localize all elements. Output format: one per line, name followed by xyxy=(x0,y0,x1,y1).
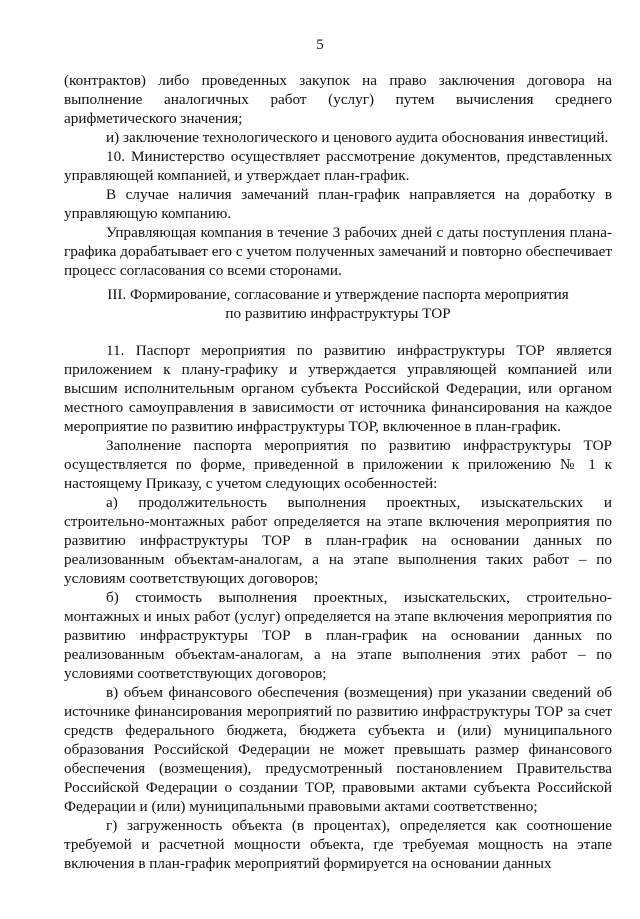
paragraph: В случае наличия замечаний план-график направляется на доработку в управляющую компанию. xyxy=(64,186,612,222)
paragraph: и) заключение технологического и ценового аудита обоснования инвестиций. xyxy=(106,129,609,146)
paragraph: (контрактов) либо проведенных закупок на право заключения договора на выполнение аналогичных работ (услуг) путем вычисления среднего арифметического значения; xyxy=(64,72,612,127)
section-heading xyxy=(64,285,612,323)
section-heading-line: III. Формирование, согласование и утверждение паспорта мероприятия xyxy=(107,286,569,303)
page-number: 5 xyxy=(316,37,324,53)
paragraph: 11. Паспорт мероприятия по развитию инфраструктуры ТОР является приложением к плану-графику и утверждается управляющей компанией или высшим исполнительным органом субъекта Российской Федерации, или органом местного самоуправления в зависимости от источника финансирования на каждое мероприятие по развитию инфраструктуры ТОР, включенное в план-график. xyxy=(64,342,612,435)
paragraph: 10. Министерство осуществляет рассмотрение документов, представленных управляющей компанией, и утверждает план-график. xyxy=(64,148,612,184)
paragraph: б) стоимость выполнения проектных, изыскательских, строительно-монтажных и иных работ (услуг) определяется на этапе включения мероприятия по развитию инфраструктуры ТОР в план-график на основании данных по реализованным объектам-аналогам, а на этапе выполнения этих работ – по условиями соответствующих договоров; xyxy=(64,589,612,682)
text-block-bottom xyxy=(64,341,612,873)
paragraph: г) загруженность объекта (в процентах), определяется как соотношение требуемой и расчетной мощности объекта, где требуемая мощность на этапе включения в план-график мероприятий формируется на основании данных xyxy=(64,817,612,872)
paragraph: Заполнение паспорта мероприятия по развитию инфраструктуры ТОР осуществляется по форме, приведенной в приложении к приложению № 1 к настоящему Приказу, с учетом следующих особенностей: xyxy=(64,437,612,492)
text-block-top xyxy=(64,71,612,280)
paragraph: в) объем финансового обеспечения (возмещения) при указании сведений об источнике финансирования мероприятий по развитию инфраструктуры ТОР за счет средств федерального бюджета, бюджета субъекта и (или) муниципального образования Российской Федерации не может превышать размер финансового обеспечения (возмещения), предусмотренный постановлением Правительства Российской Федерации о создании ТОР, правовыми актами субъекта Российской Федерации и (или) муниципальными правовыми актами соответственно; xyxy=(64,684,612,815)
paragraph: Управляющая компания в течение 3 рабочих дней с даты поступления плана-графика дорабатывает его с учетом полученных замечаний и повторно обеспечивает процесс согласования со всеми сторонами. xyxy=(64,224,612,279)
section-heading-line: по развитию инфраструктуры ТОР xyxy=(225,305,451,322)
paragraph: а) продолжительность выполнения проектных, изыскательских и строительно-монтажных работ определяется на этапе включения мероприятия по развитию инфраструктуры ТОР в план-график на основании данных по реализованным объектам-аналогам, а на этапе выполнения таких работ – по условиям соответствующих договоров; xyxy=(64,494,612,587)
